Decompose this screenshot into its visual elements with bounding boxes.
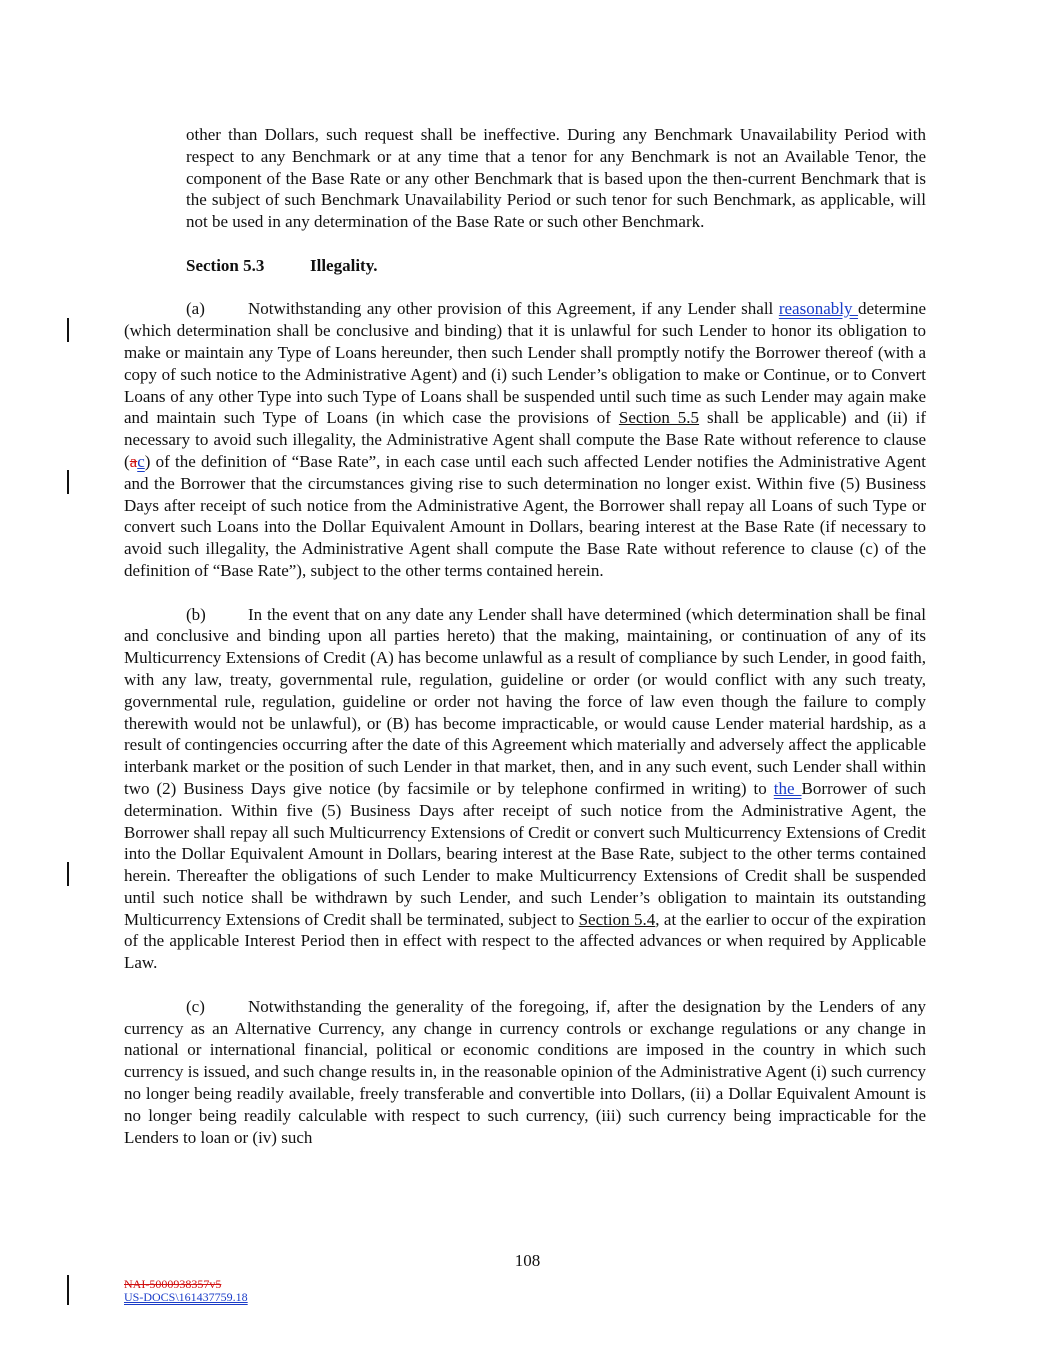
- deleted-text: a: [129, 451, 138, 471]
- section-title: Illegality.: [310, 255, 378, 275]
- section-heading: [124, 255, 926, 277]
- document-footer: [124, 1278, 248, 1304]
- paragraph-label: (b): [186, 604, 206, 624]
- paragraph-label: (c): [186, 996, 205, 1016]
- paragraph-b: (b) In the event that on any date any Lender shall have determined (which determination shall be final and conclusive and binding upon all parties hereto) that the making, maintaining, or continuation of any of its Multicurrency Extensions of Credit (A) has become unlawful as a result of compliance by such Lender, in good faith, with any law, treaty, governmental rule, regulation, guideline or order (or would conflict with any such treaty, governmental rule, regulation, guideline or order not having the force of law even though the failure to comply therewith would not be unlawful), or (B) has become impracticable, or would cause Lender material hardship, as a result of contingencies occurring after the date of this Agreement which materially and adversely affect the applicable interbank market or the position of such Lender in that market, then, and in any such event, such Lender shall within two (2) Business Days give notice (by facsimile or by telephone confirmed in writing) to the Borrower of such determination. Within five (5) Business Days after receipt of such notice from the Administrative Agent, the Borrower shall repay all such Multicurrency Extensions of Credit or convert such Multicurrency Extensions of Credit into the Dollar Equivalent Amount in Dollars, bearing interest at the Base Rate, subject to the other terms contained herein. Thereafter the obligations of such Lender to make Multicurrency Extensions of Credit shall be suspended until such notice shall be withdrawn by such Lender, and such Lender’s obligation to maintain its outstanding Multicurrency Extensions of Credit shall be terminated, subject to Section 5.4, at the earlier to occur of the expiration of the applicable Interest Period then in effect with respect to the affected advances or when required by Applicable Law.: [124, 604, 926, 973]
- change-bar: [67, 470, 69, 494]
- intro-paragraph: other than Dollars, such request shall be ineffective. During any Benchmark Unavailability Period with respect to any Benchmark or at any time that a tenor for any Benchmark is not an Available Tenor, the component of the Base Rate or any other Benchmark that is based upon the then-current Benchmark that is the subject of such Benchmark Unavailability Period or such tenor for such Benchmark, as applicable, will not be used in any determination of the Base Rate or such other Benchmark.: [186, 125, 926, 232]
- page-number: 108: [514, 1251, 541, 1270]
- section-reference: Section 5.4: [578, 909, 656, 929]
- paragraph-c: (c) Notwithstanding the generality of the foregoing, if, after the designation by the Lenders of any currency as an Alternative Currency, any change in currency controls or exchange regulations or any change in national or international financial, political or economic conditions are imposed in the country in which such currency is issued, and such change results in, in the reasonable opinion of the Administrative Agent (i) such currency no longer being readily available, freely transferable and convertible into Dollars, (ii) a Dollar Equivalent Amount is no longer being readily calculable with respect to such currency, (iii) such currency being impracticable for the Lenders to loan or (iv) such: [124, 996, 926, 1147]
- old-document-id: NAI-5000938357v5: [124, 1277, 222, 1291]
- section-number: Section 5.3: [186, 255, 265, 275]
- paragraph-a: (a) Notwithstanding any other provision of this Agreement, if any Lender shall reasonably determine (which determination shall be conclusive and binding) that it is unlawful for such Lender to honor its obligation to make or maintain any Type of Loans hereunder, then such Lender shall promptly notify the Borrower thereof (with a copy of such notice to the Administrative Agent) and (i) such Lender’s obligation to make or Continue, or to Convert Loans of any other Type into such Type of Loans shall be suspended until such time as such Lender may again make and maintain such Type of Loans (in which case the provisions of Section 5.5 shall be applicable) and (ii) if necessary to avoid such illegality, the Administrative Agent shall compute the Base Rate without reference to clause (ac) of the definition of “Base Rate”, in each case until each such affected Lender notifies the Administrative Agent and the Borrower that the circumstances giving rise to such determination no longer exist. Within five (5) Business Days after receipt of such notice from the Administrative Agent, the Borrower shall repay all Loans of such Type or convert such Loans into the Dollar Equivalent Amount in Dollars, bearing interest at the Base Rate (if necessary to avoid such illegality, the Administrative Agent shall compute the Base Rate without reference to clause (c) of the definition of “Base Rate”), subject to the other terms contained herein.: [124, 299, 927, 580]
- change-bar: [67, 318, 69, 342]
- inserted-text: reasonably: [778, 299, 859, 319]
- change-bar: [67, 862, 69, 886]
- new-document-id: US-DOCS\161437759.18: [124, 1290, 248, 1304]
- inserted-text: the: [773, 778, 802, 798]
- paragraph-label: (a): [186, 299, 205, 319]
- inserted-text: c: [137, 451, 145, 471]
- document-body: [124, 124, 926, 1148]
- change-bar: [67, 1275, 69, 1305]
- section-reference: Section 5.5: [618, 408, 700, 428]
